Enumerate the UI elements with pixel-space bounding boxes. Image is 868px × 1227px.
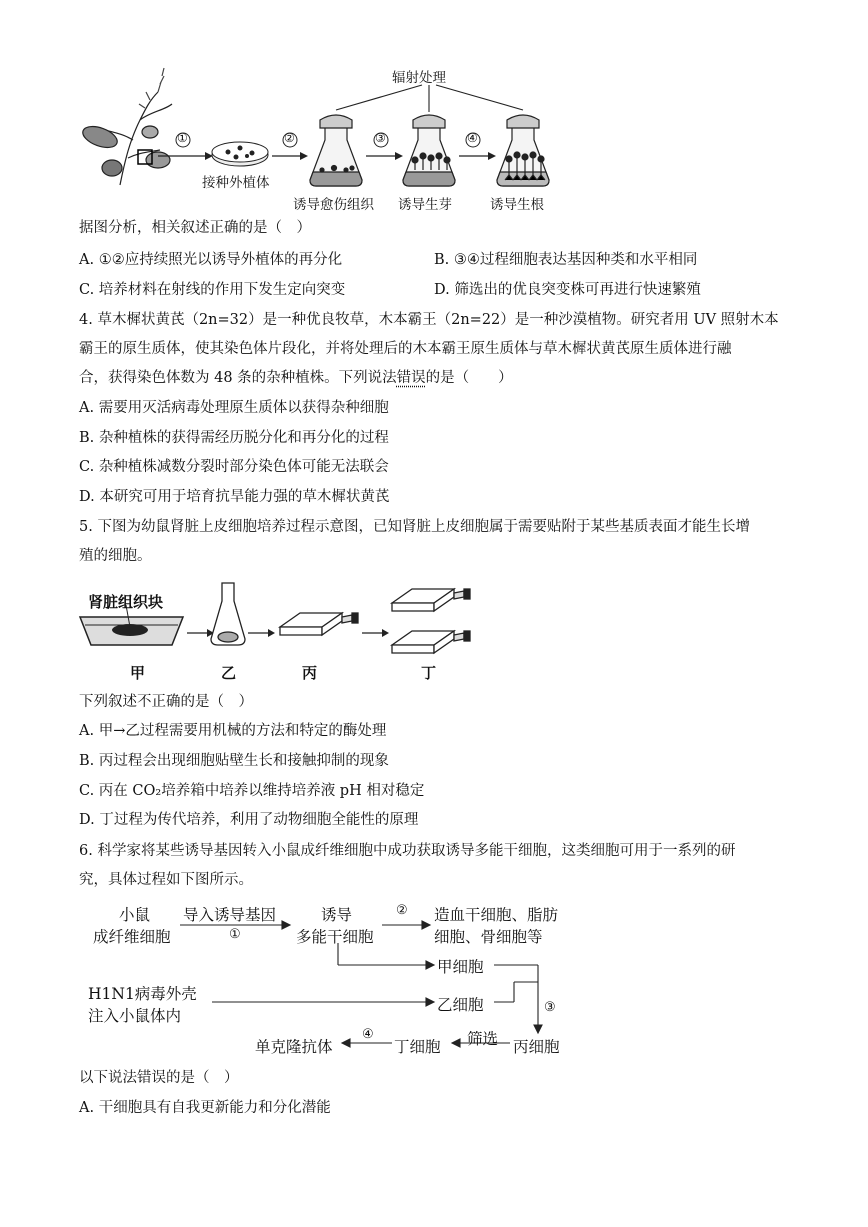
q3-stem: 据图分析，相关叙述正确的是（ ） [79, 220, 311, 236]
cell-ding-label: 丁细胞 [394, 1038, 441, 1056]
label-kidney-tissue: 肾脏组织块 [88, 593, 164, 611]
q3-option-b: B. ③④过程细胞表达基因种类和水平相同 [434, 252, 698, 268]
step-2-label: ② [284, 131, 295, 145]
step-3-circle: ③ [544, 1000, 556, 1015]
mouse-label-2: 成纤维细胞 [93, 928, 171, 946]
step-3-label: ③ [375, 131, 386, 145]
screen-label: 筛选 [467, 1030, 499, 1048]
cell-bing-label: 丙细胞 [513, 1038, 560, 1056]
q3-option-d: D. 筛选出的优良突变株可再进行快速繁殖 [434, 282, 701, 298]
virus-label-1: H1N1病毒外壳 [88, 985, 197, 1003]
step-4-label: ④ [467, 131, 478, 145]
q4-option-a: A. 需要用灭活病毒处理原生质体以获得杂种细胞 [79, 400, 389, 416]
q3-option-a: A. ①②应持续照光以诱导外植体的再分化 [79, 252, 343, 268]
q4-line-3: 合，获得染色体数为 48 条的杂种植株。下列说法错误的是（ ） [79, 370, 513, 386]
q6-stem: 以下说法错误的是（ ） [79, 1070, 239, 1086]
q4-option-b: B. 杂种植株的获得需经历脱分化和再分化的过程 [79, 430, 389, 446]
gene-label: 导入诱导基因 [183, 906, 277, 924]
cell-jia-label: 甲细胞 [437, 958, 484, 976]
q5-line-1: 5. 下图为幼鼠肾脏上皮细胞培养过程示意图，已知肾脏上皮细胞属于需要贴附于某些基质表面才能生长增 [79, 519, 750, 535]
tissue-culture-drawing [0, 0, 868, 215]
label-shoot: 诱导生芽 [398, 197, 452, 213]
label-ding: 丁 [421, 664, 437, 682]
q5-line-2: 殖的细胞。 [79, 548, 152, 564]
q6-line-2: 究，具体过程如下图所示。 [79, 872, 253, 888]
step-1-label: ① [177, 131, 188, 145]
q4-option-d: D. 本研究可用于培育抗旱能力强的草木樨状黄芪 [79, 489, 390, 505]
q4-line-1: 4. 草木樨状黄芪（2n=32）是一种优良牧草，木本霸王（2n=22）是一种沙漠植物。研究者用 UV 照射木本 [79, 312, 779, 328]
label-root: 诱导生根 [490, 197, 544, 213]
q4-option-c: C. 杂种植株减数分裂时部分染色体可能无法联会 [79, 459, 389, 475]
step-4-circle: ④ [362, 1027, 374, 1042]
step-2-circle: ② [396, 903, 408, 918]
diff-label-1: 造血干细胞、脂肪 [434, 906, 559, 924]
radiation-label: 辐射处理 [392, 70, 446, 86]
q4-line-2: 霸王的原生质体，使其染色体片段化，并将处理后的木本霸王原生质体与草木樨状黄芪原生质体进行融 [79, 341, 732, 357]
label-bing: 丙 [302, 664, 318, 682]
label-inoculate: 接种外植体 [202, 175, 270, 191]
q5-option-c: C. 丙在 CO₂培养箱中培养以维持培养液 pH 相对稳定 [79, 783, 425, 799]
q5-option-a: A. 甲→乙过程需要用机械的方法和特定的酶处理 [79, 723, 387, 739]
step-1-circle: ① [229, 927, 241, 942]
q5-option-d: D. 丁过程为传代培养，利用了动物细胞全能性的原理 [79, 812, 419, 828]
q3-option-c: C. 培养材料在射线的作用下发生定向突变 [79, 282, 346, 298]
q6-option-a: A. 干细胞具有自我更新能力和分化潜能 [79, 1100, 331, 1116]
label-yi: 乙 [221, 664, 237, 682]
q5-stem: 下列叙述不正确的是（ ） [79, 694, 253, 710]
q6-line-1: 6. 科学家将某些诱导基因转入小鼠成纤维细胞中成功获取诱导多能干细胞，这类细胞可用于一系列的研 [79, 843, 736, 859]
virus-label-2: 注入小鼠体内 [88, 1007, 182, 1025]
emphasis-wrong: 错误 [396, 370, 426, 386]
label-callus: 诱导愈伤组织 [293, 197, 374, 213]
label-jia: 甲 [130, 664, 146, 682]
mab-label: 单克隆抗体 [255, 1038, 333, 1056]
ips-label-2: 多能干细胞 [296, 928, 374, 946]
diff-label-2: 细胞、骨细胞等 [434, 928, 543, 946]
mouse-label-1: 小鼠 [119, 906, 151, 924]
cell-yi-label: 乙细胞 [437, 996, 484, 1014]
ips-label-1: 诱导 [321, 906, 353, 924]
q5-option-b: B. 丙过程会出现细胞贴壁生长和接触抑制的现象 [79, 753, 389, 769]
